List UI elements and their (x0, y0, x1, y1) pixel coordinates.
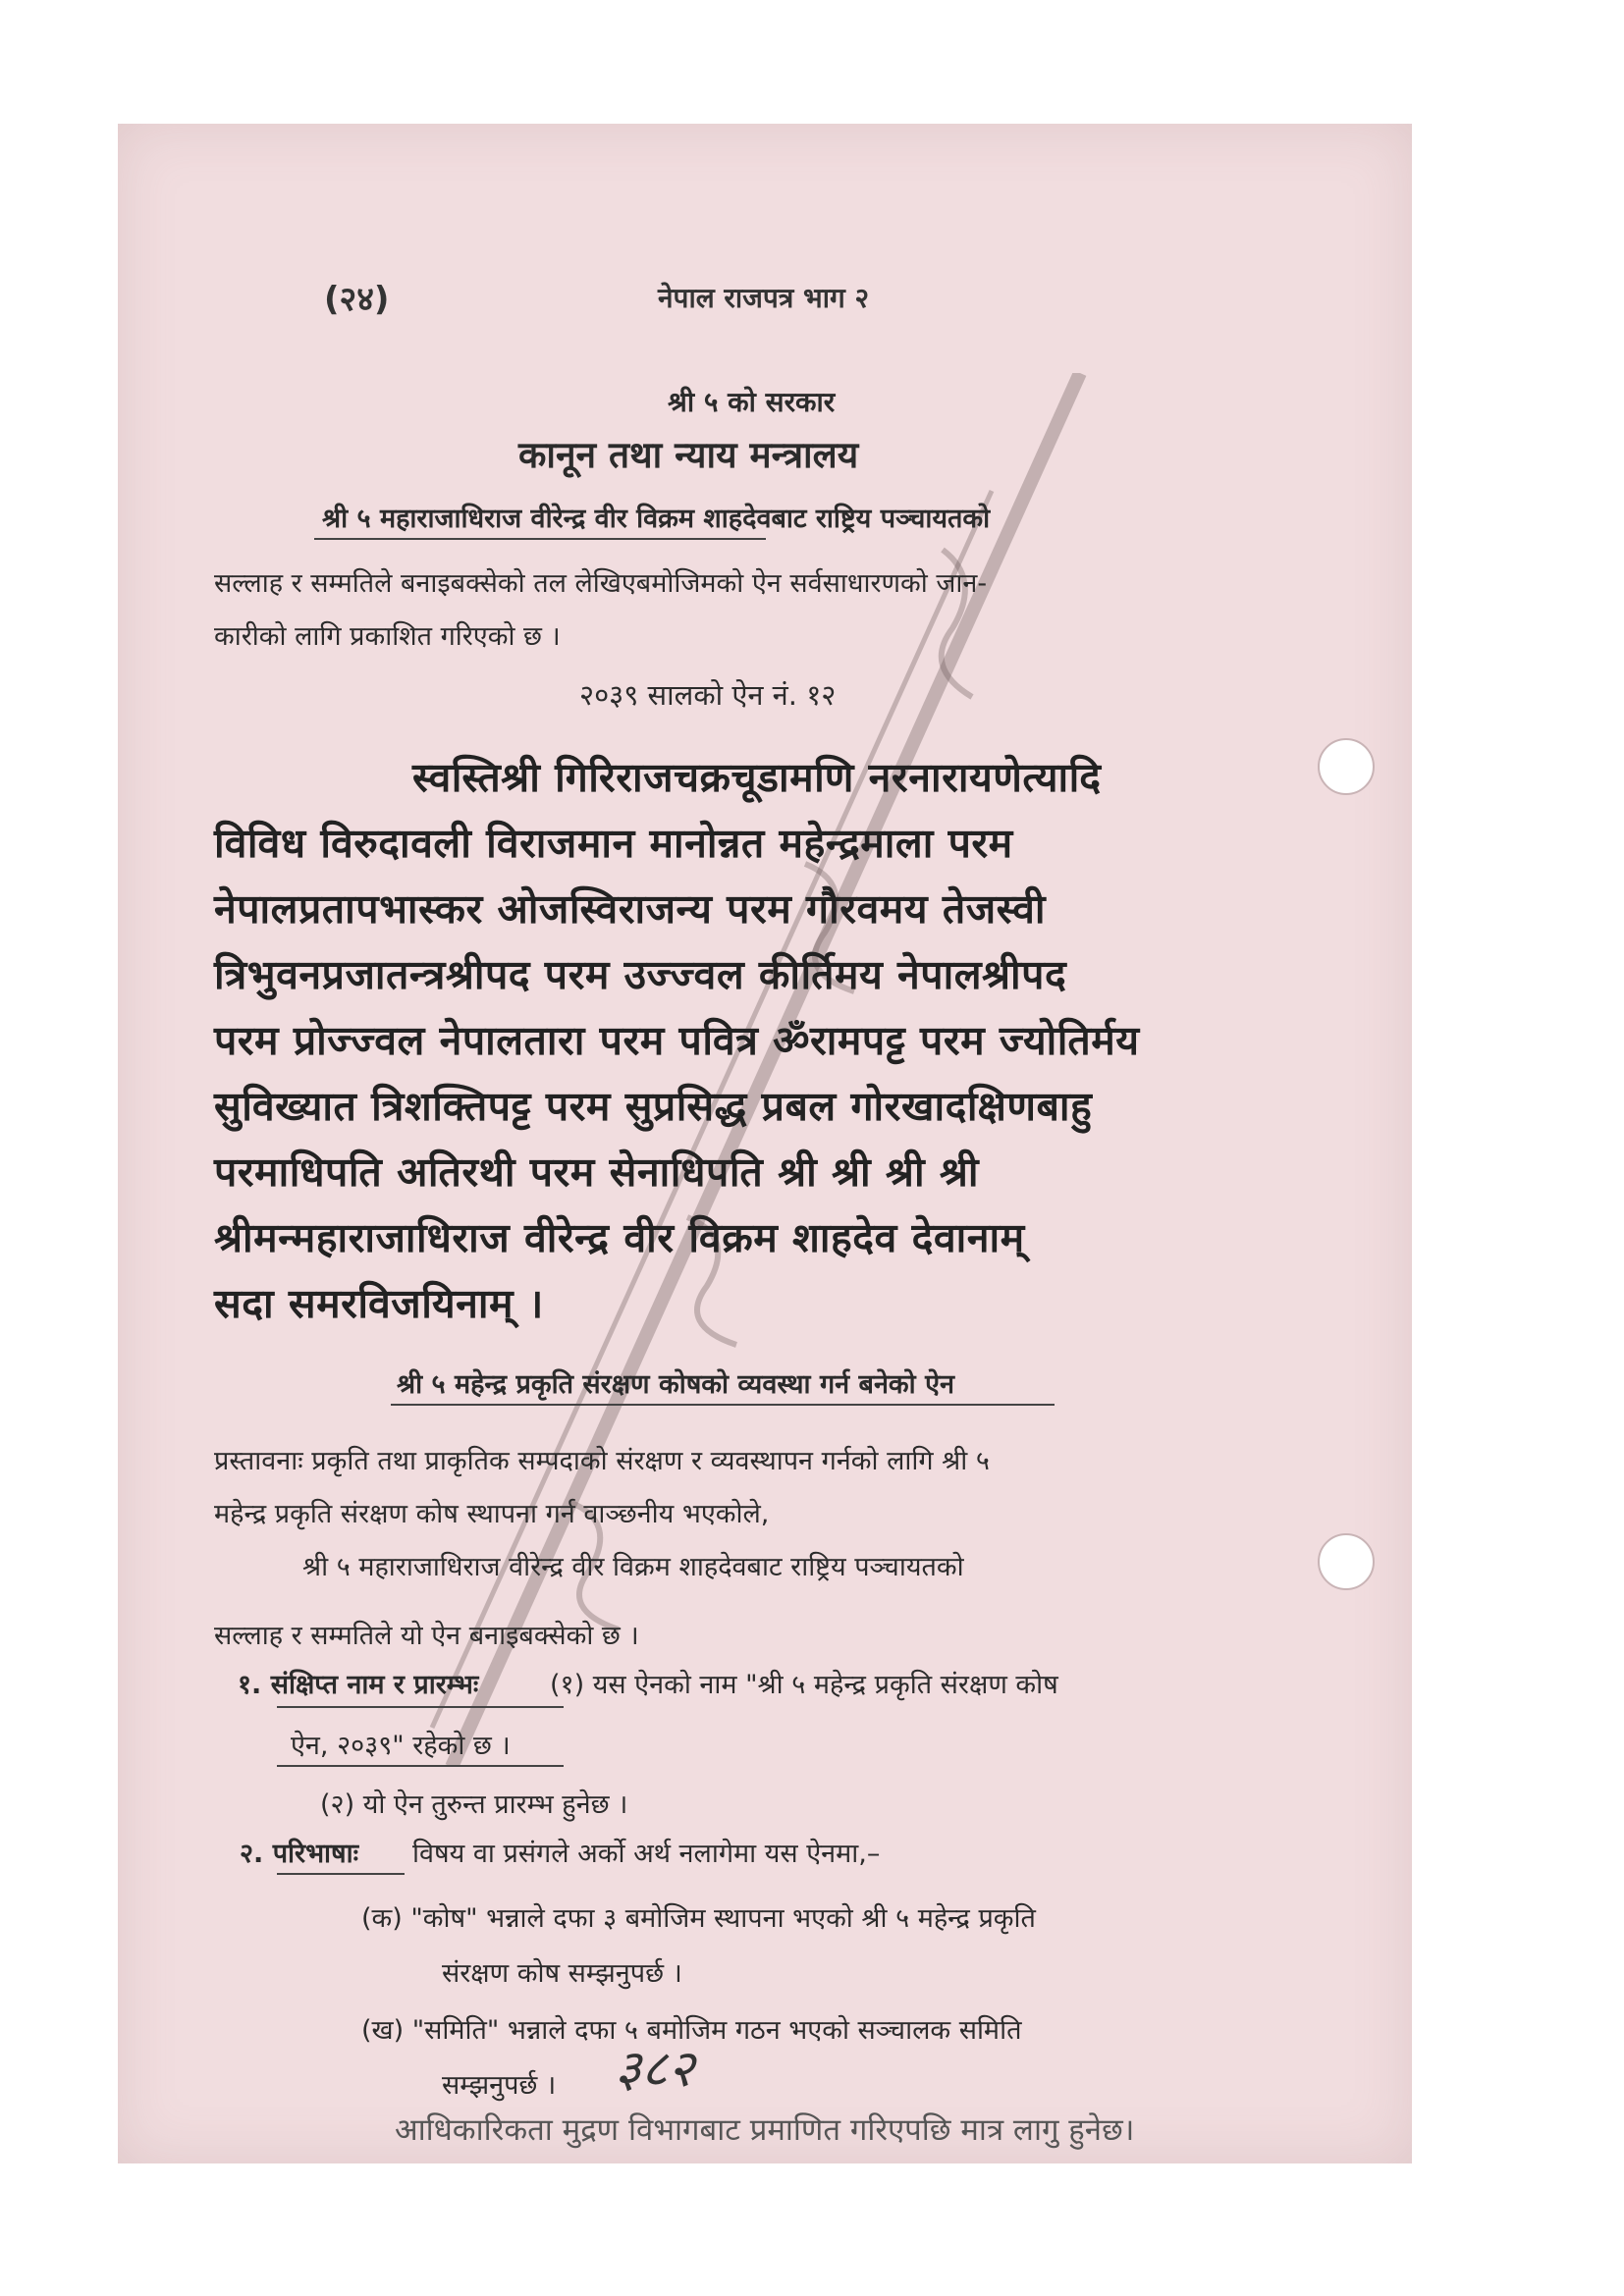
royal-title-line: सदा समरविजयिनाम् । (214, 1280, 544, 1327)
section-2-heading: २. परिभाषाः (240, 1839, 359, 1869)
royal-title-line: त्रिभुवनप्रजातन्त्रश्रीपद परम उज्ज्वल कीर्तिमय नेपालश्रीपद (214, 951, 1067, 998)
royal-title-line: श्रीमन्महाराजाधिराज वीरेन्द्र वीर विक्रम शाहदेव देवानाम् (214, 1214, 1025, 1261)
section-1-text-line-2: ऐन, २०३९" रहेको छ । (291, 1731, 511, 1761)
royal-title-line: परमाधिपति अतिरथी परम सेनाधिपति श्री श्री श्री श्री (214, 1148, 979, 1196)
notice-line-1: श्री ५ महाराजाधिराज वीरेन्द्र वीर विक्रम शाहदेवबाट राष्ट्रिय पञ्चायतको (322, 504, 991, 534)
definition-ka-line-2: संरक्षण कोष सम्झनुपर्छ । (442, 1958, 682, 1989)
act-number: २०३९ सालको ऐन नं. १२ (579, 678, 837, 712)
page-number: (२४) (324, 280, 390, 319)
definition-ka-line-1: (क) "कोष" भन्नाले दफा ३ बमोजिम स्थापना भएको श्री ५ महेन्द्र प्रकृति (361, 1903, 1036, 1934)
section-2-underline (277, 1873, 405, 1875)
punch-hole-bottom (1318, 1533, 1375, 1590)
definition-kha-line-1: (ख) "समिति" भन्नाले दफा ५ बमोजिम गठन भएको सञ्चालक समिति (361, 2015, 1022, 2046)
notice-line-2: सल्लाह र सम्मतिले बनाइबक्सेको तल लेखिएबमोजिमको ऐन सर्वसाधारणको जान- (214, 568, 988, 599)
section-2-text: विषय वा प्रसंगले अर्को अर्थ नलागेमा यस ऐनमा,– (412, 1839, 881, 1869)
preamble-line-3: श्री ५ महाराजाधिराज वीरेन्द्र वीर विक्रम शाहदेवबाट राष्ट्रिय पञ्चायतको (302, 1552, 964, 1582)
act-title: श्री ५ महेन्द्र प्रकृति संरक्षण कोषको व्यवस्था गर्न बनेको ऐन (397, 1369, 954, 1400)
definition-kha-line-2: सम्झनुपर्छ । (442, 2070, 557, 2101)
section-1-underline-2 (277, 1765, 564, 1767)
preamble-line-1: प्रस्तावनाः प्रकृति तथा प्राकृतिक सम्पदाको संरक्षण र व्यवस्थापन गर्नको लागि श्री ५ (214, 1446, 990, 1476)
act-title-underline (391, 1404, 1055, 1406)
royal-title-line: स्वस्तिश्री गिरिराजचक्रचूडामणि नरनारायणेत्यादि (412, 754, 1102, 801)
preamble-line-2: महेन्द्र प्रकृति संरक्षण कोष स्थापना गर्न वाञ्छनीय भएकोले, (214, 1499, 770, 1529)
section-1-text: (१) यस ऐनको नाम "श्री ५ महेन्द्र प्रकृति संरक्षण कोष (550, 1670, 1058, 1700)
section-1-subsection-2: (२) यो ऐन तुरुन्त प्रारम्भ हुनेछ । (320, 1789, 628, 1820)
section-1-underline (277, 1706, 564, 1708)
punch-hole-top (1318, 738, 1375, 795)
government-heading: श्री ५ को सरकार (668, 386, 836, 418)
royal-title-line: परम प्रोज्ज्वल नेपालतारा परम पवित्र ॐरामपट्ट परम ज्योतिर्मय (214, 1017, 1140, 1064)
gazette-title: नेपाल राजपत्र भाग २ (658, 282, 870, 314)
verification-note: आधिकारिकता मुद्रण विभागबाट प्रमाणित गरिएपछि मात्र लागु हुनेछ। (395, 2112, 1135, 2148)
ministry-name: कानून तथा न्याय मन्त्रालय (518, 434, 859, 476)
royal-title-line: विविध विरुदावली विराजमान मानोन्नत महेन्द्रमाला परम (214, 820, 1013, 867)
notice-line-3: कारीको लागि प्रकाशित गरिएको छ । (214, 621, 561, 652)
preamble-line-4: सल्लाह र सम्मतिले यो ऐन बनाइबक्सेको छ । (214, 1621, 639, 1651)
handwritten-number: ३८२ (615, 2040, 695, 2099)
notice-underline (314, 538, 766, 540)
royal-title-line: सुविख्यात त्रिशक्तिपट्ट परम सुप्रसिद्ध प्रबल गोरखादक्षिणबाहु (214, 1083, 1093, 1130)
section-1-heading: १. संक्षिप्त नाम र प्रारम्भः (238, 1670, 479, 1700)
royal-title-line: नेपालप्रतापभास्कर ओजस्विराजन्य परम गौरवमय तेजस्वी (214, 885, 1047, 933)
